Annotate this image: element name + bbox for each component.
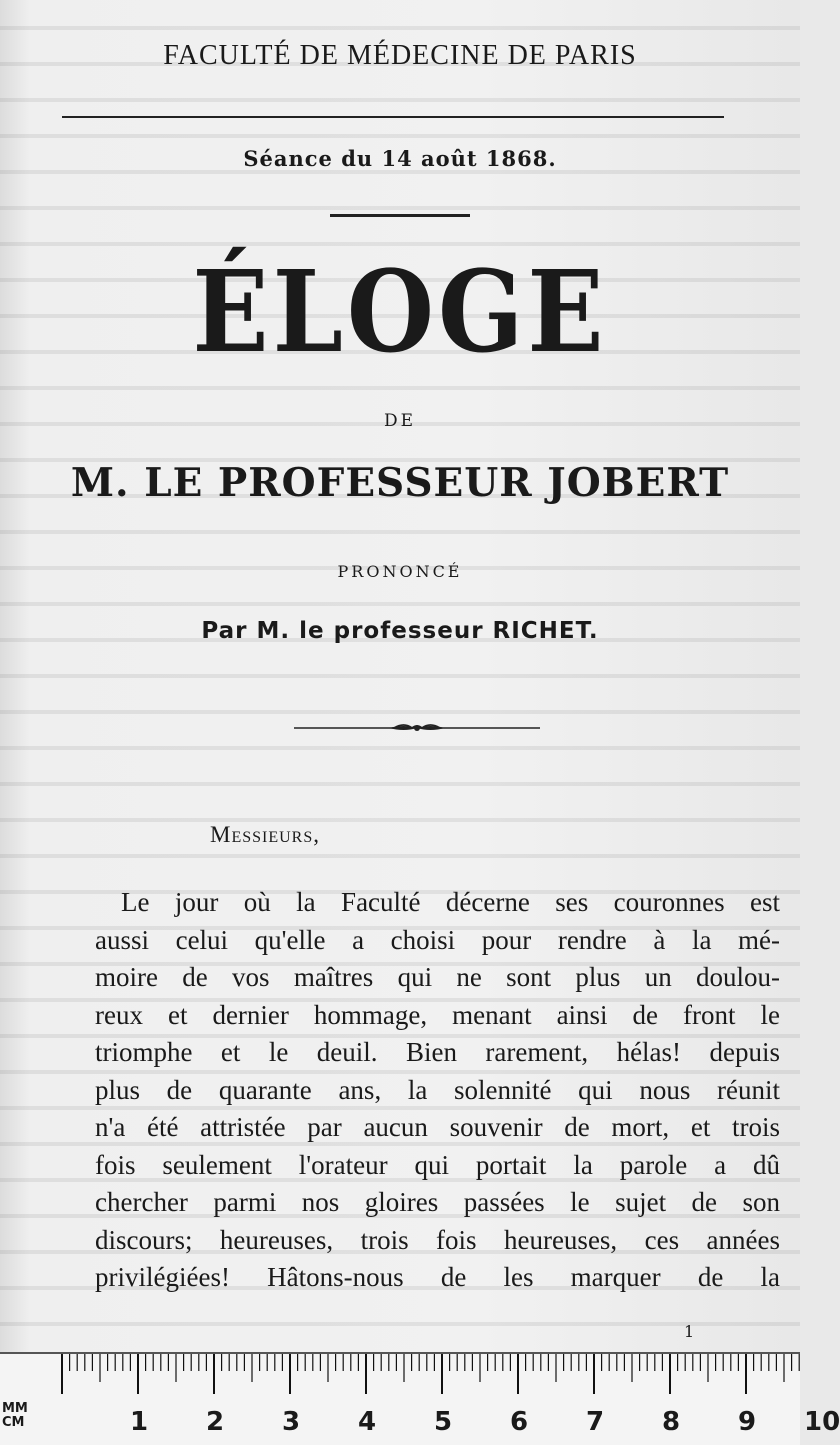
ruler-number: 7 xyxy=(586,1407,605,1437)
body-line: reux et dernier hommage, menant ainsi de front le xyxy=(95,999,780,1030)
ruler-number: 2 xyxy=(206,1407,225,1437)
ruler-unit-cm: CM xyxy=(2,1415,25,1430)
body-paragraph xyxy=(95,884,780,1297)
body-line: triomphe et le deuil. Bien rarement, hélas! depuis xyxy=(95,1037,780,1067)
body-line: n'a été attristée par aucun souvenir de mort, et trois xyxy=(95,1112,780,1142)
ruler-number: 10 xyxy=(804,1407,840,1437)
body-line: moire de vos maîtres qui ne sont plus un doulou- xyxy=(95,962,780,992)
body-line: plus de quarante ans, la solennité qui nous réunit xyxy=(95,1074,780,1105)
body-line: Le jour où la Faculté décerne ses couronnes est xyxy=(121,887,780,917)
eulogy-subject: M. LE PROFESSEUR JOBERT xyxy=(70,460,730,506)
ruler-number: 3 xyxy=(282,1407,301,1437)
ruler-unit-mm: MM xyxy=(2,1401,28,1416)
body-line: aussi celui qu'elle a choisi pour rendre à la mé- xyxy=(95,924,780,955)
body-line: discours; heureuses, trois fois heureuses, ces années xyxy=(95,1224,780,1255)
ruler-number: 8 xyxy=(662,1407,681,1437)
ruler-number: 5 xyxy=(434,1407,453,1437)
page-number: 1 xyxy=(684,1322,695,1341)
pronounced-label: PRONONCÉ xyxy=(337,562,463,581)
ruler-number: 1 xyxy=(130,1407,149,1437)
ruler-number: 6 xyxy=(510,1407,529,1437)
ornament-divider-icon xyxy=(294,718,540,738)
short-rule xyxy=(330,214,470,217)
running-head: FACULTÉ DE MÉDECINE DE PARIS xyxy=(163,40,637,71)
speaker-line: Par M. le professeur RICHET. xyxy=(201,618,599,644)
ruler-number: 4 xyxy=(358,1407,377,1437)
header-rule xyxy=(62,116,724,118)
body-line: fois seulement l'orateur qui portait la parole a dû xyxy=(95,1149,780,1180)
page-title: ÉLOGE xyxy=(192,245,608,379)
body-line: privilégiées! Hâtons-nous de les marquer de la xyxy=(95,1262,780,1292)
session-date: Séance du 14 août 1868. xyxy=(243,146,557,171)
title-connector: DE xyxy=(383,411,417,431)
ruler-unit-label xyxy=(2,1402,28,1430)
scale-ruler xyxy=(0,1352,840,1445)
ruler-number: 9 xyxy=(738,1407,757,1437)
salutation: Messieurs, xyxy=(210,822,320,847)
body-line: chercher parmi nos gloires passées le sujet de son xyxy=(95,1187,780,1217)
